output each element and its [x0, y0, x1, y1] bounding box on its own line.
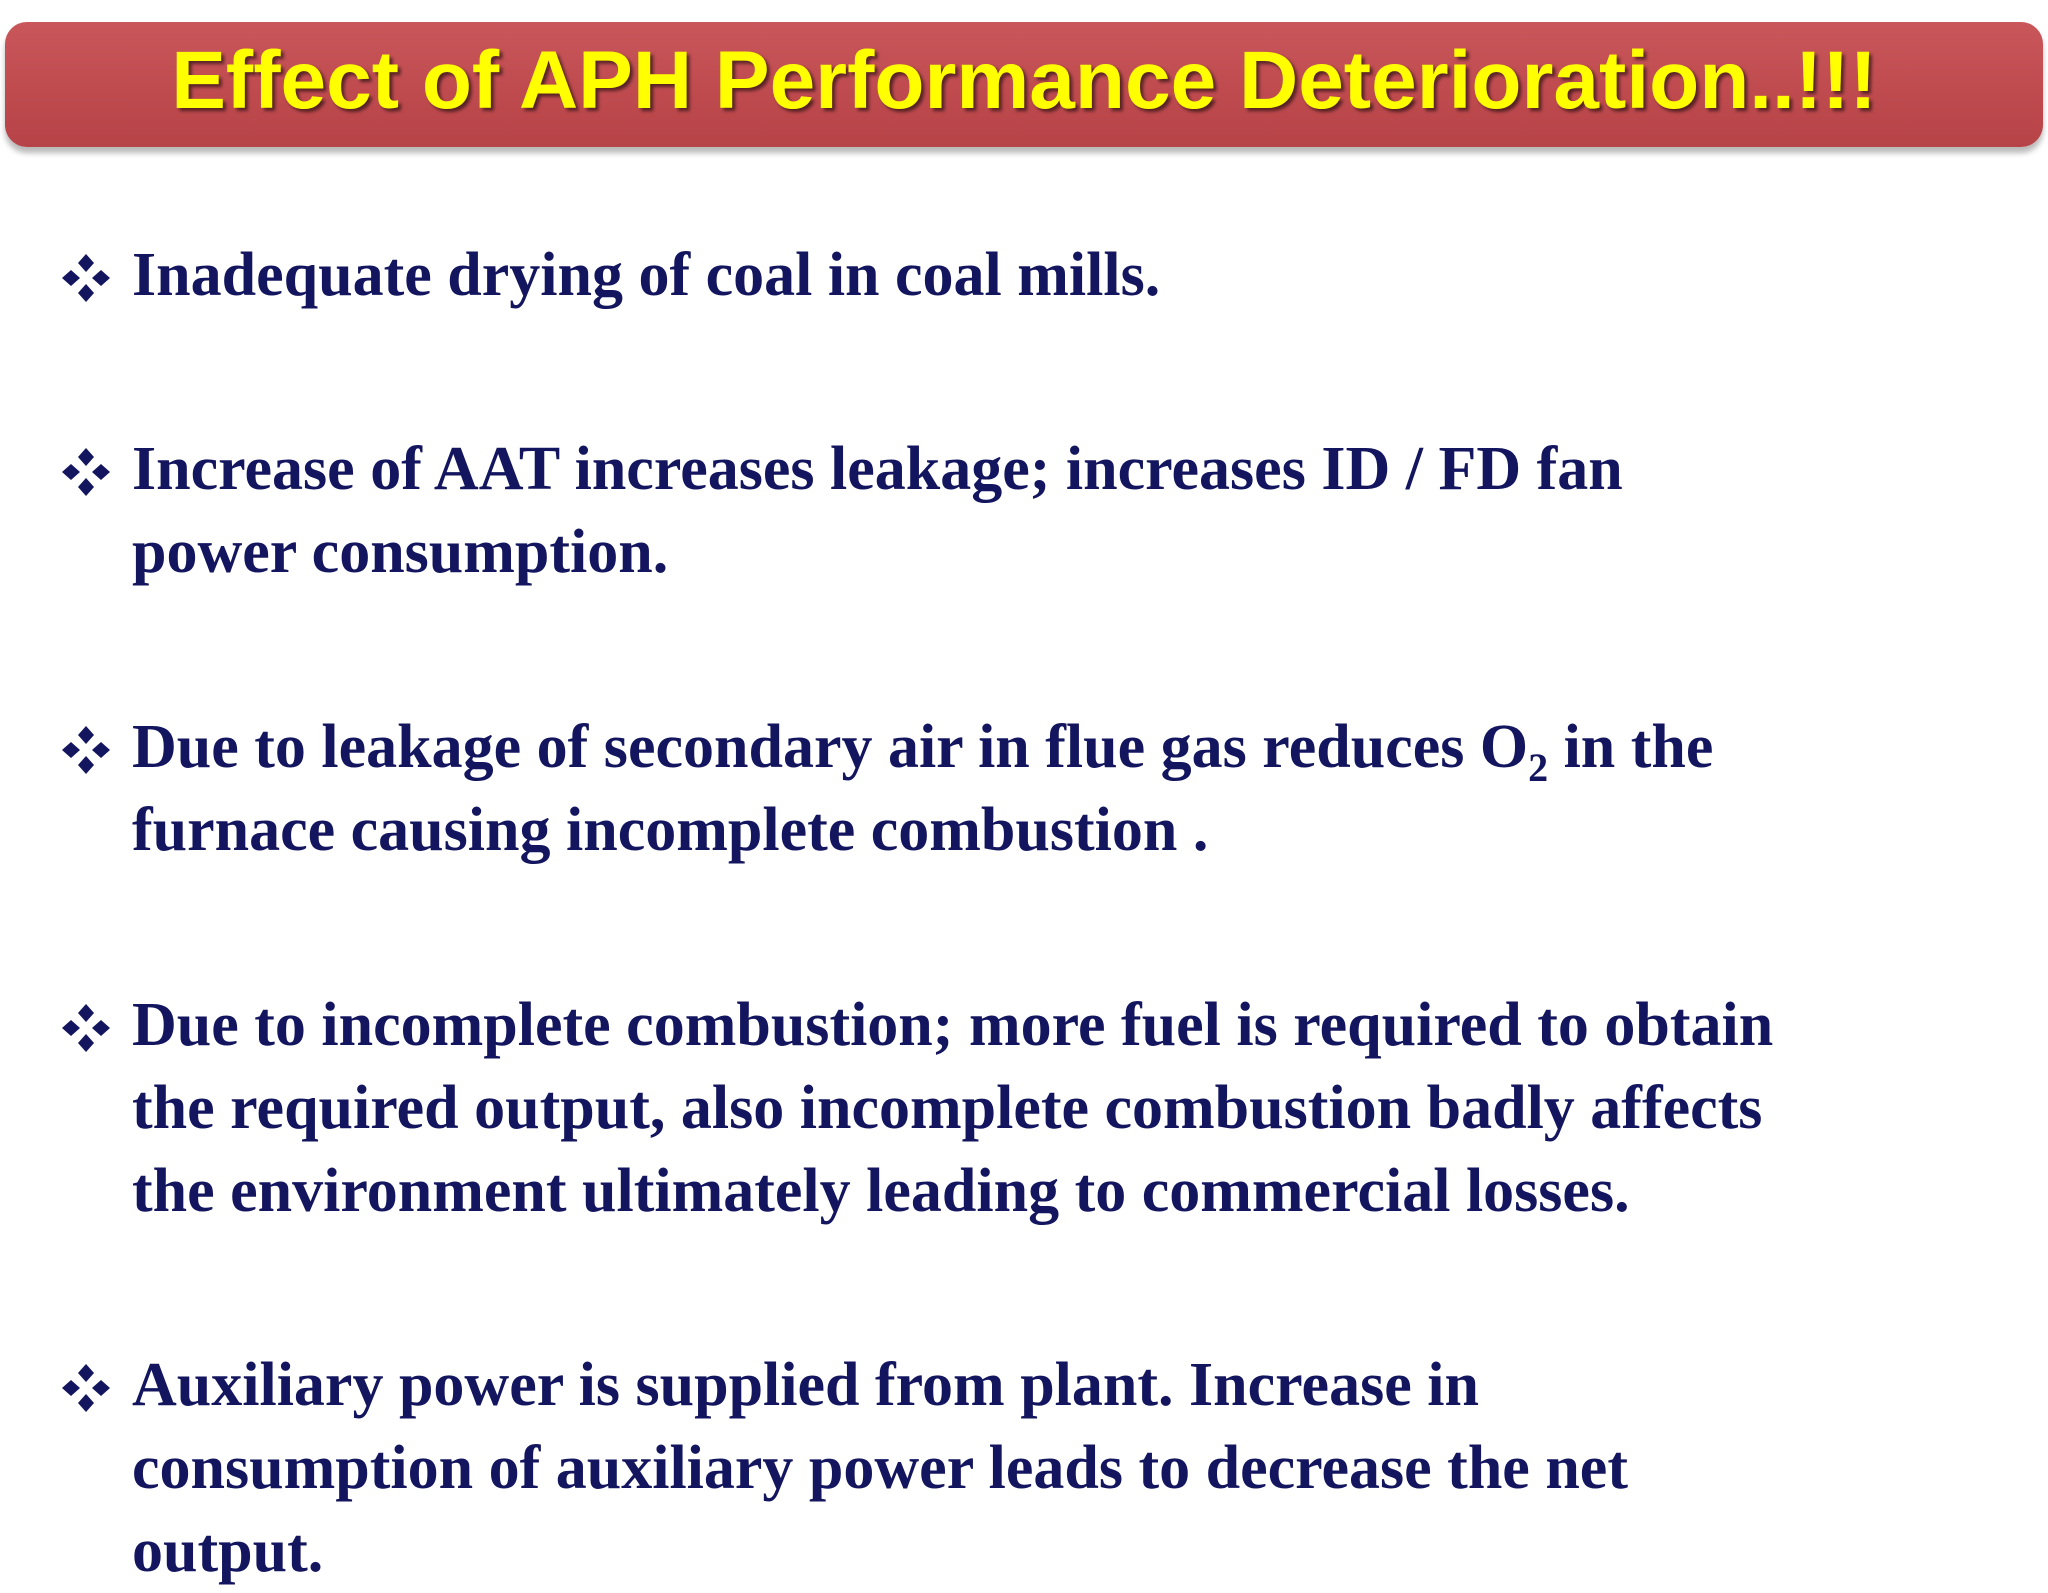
bullet-line: Auxiliary power is supplied from plant. Increase in — [132, 1351, 1479, 1419]
bullet-line: the environment ultimately leading to commercial losses. — [132, 1157, 1630, 1225]
bullet-line: power consumption. — [132, 518, 669, 586]
bullet-text — [132, 706, 2012, 872]
bullet-text — [132, 234, 2012, 317]
bullet-line-part: Due to leakage of secondary air in flue gas reduces O — [132, 713, 1529, 781]
bullet-line: furnace causing incomplete combustion . — [132, 796, 1209, 864]
bullet-text — [132, 1344, 2012, 1593]
bullet-line: Inadequate drying of coal in coal mills. — [132, 241, 1161, 309]
slide-title: Effect of APH Performance Deterioration..!!! — [171, 34, 1877, 126]
bullet-line: Increase of AAT increases leakage; increases ID / FD fan — [132, 435, 1623, 503]
bullet-line-part: in the — [1548, 713, 1714, 781]
bullet-line: output. — [132, 1517, 324, 1585]
four-diamond-bullet-icon — [60, 252, 112, 304]
four-diamond-bullet-icon — [60, 1002, 112, 1054]
bullet-text — [132, 428, 2012, 594]
subscript: 2 — [1528, 745, 1549, 790]
bullet-line: consumption of auxiliary power leads to decrease the net — [132, 1434, 1628, 1502]
four-diamond-bullet-icon — [60, 1362, 112, 1414]
bullet-line — [132, 706, 2012, 789]
bullet-line: Due to incomplete combustion; more fuel is required to obtain — [132, 991, 1774, 1059]
four-diamond-bullet-icon — [60, 446, 112, 498]
bullet-text — [132, 984, 2012, 1233]
bullet-line: the required output, also incomplete combustion badly affects — [132, 1074, 1763, 1142]
four-diamond-bullet-icon — [60, 724, 112, 776]
